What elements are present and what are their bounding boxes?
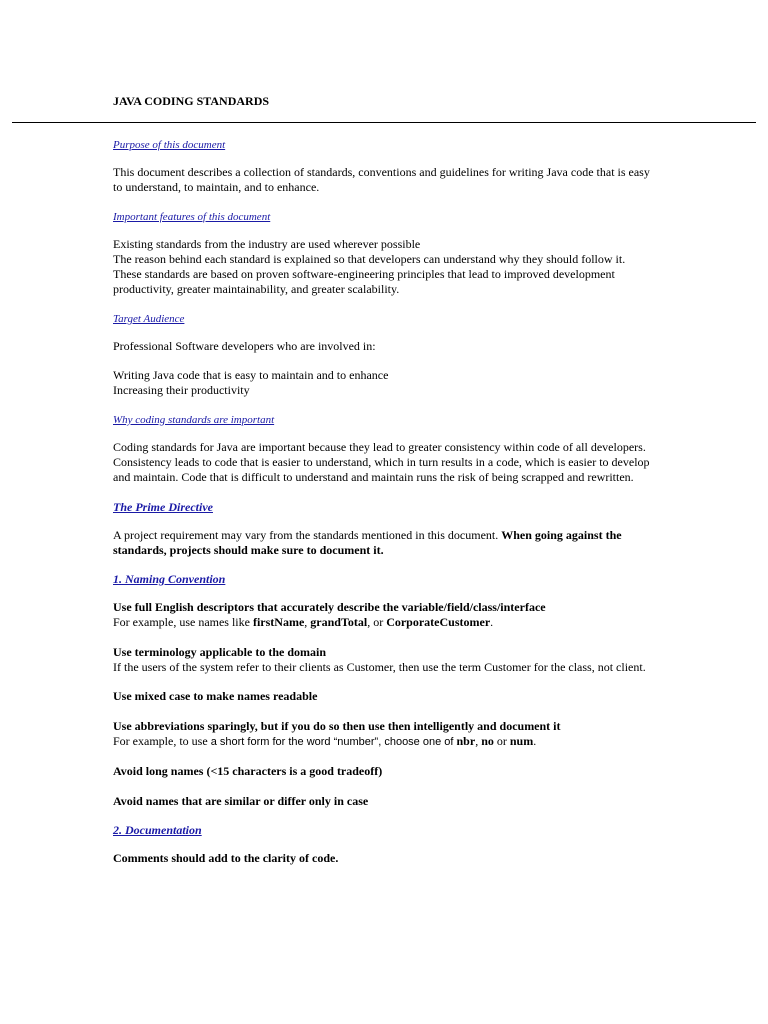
audience-intro: Professional Software developers who are involved in: [113, 338, 376, 353]
document-title: JAVA CODING STANDARDS [113, 94, 270, 108]
abbr-sans-text: a short form for the word “number”, choose one of [207, 735, 457, 748]
naming-rule-1 [113, 600, 658, 631]
prime-text-plain: A project requirement may vary from the standards mentioned in this document. [113, 527, 499, 542]
audience-item-1: Writing Java code that is easy to maintain and to enhance [113, 368, 389, 383]
documentation-rule-1-title: Comments should add to the clarity of code. [113, 850, 339, 865]
heading-why-standards[interactable]: Why coding standards are important [113, 413, 275, 426]
naming-rule-4-title: Use abbreviations sparingly, but if you do so then use then intelligently and document it [113, 718, 561, 733]
naming-rule-1-title: Use full English descriptors that accurately describe the variable/field/class/interface [113, 600, 546, 615]
example-corporatecustomer: CorporateCustomer [386, 615, 491, 630]
title-divider [12, 122, 756, 123]
abbr-separator: , [475, 733, 482, 748]
abbr-prefix: For example, to use [113, 733, 208, 748]
prime-text-bold: When going against the standards, projects should make sure to document it. [113, 527, 622, 557]
heading-purpose[interactable]: Purpose of this document [113, 139, 226, 151]
naming-rule-3 [113, 689, 658, 704]
naming-rule-3-title: Use mixed case to make names readable [113, 689, 318, 704]
purpose-text: This document describes a collection of standards, conventions and guidelines for writing Java code that is easy to understand, to maintain, and to enhance. [113, 165, 650, 195]
audience-item-2: Increasing their productivity [113, 383, 250, 398]
naming-rule-2-text: If the users of the system refer to their clients as Customer, then use the term Customer for the class, not client. [113, 660, 646, 675]
feature-line-1: Existing standards from the industry are used wherever possible [113, 236, 421, 251]
heading-prime-directive[interactable]: The Prime Directive [113, 499, 213, 514]
naming-rule-6 [113, 794, 658, 809]
heading-important-features[interactable]: Important features of this document [113, 210, 271, 223]
naming-rule-5 [113, 764, 658, 779]
document-body [113, 138, 658, 866]
abbr-nbr: nbr [456, 733, 476, 748]
why-text: Coding standards for Java are important because they lead to greater consistency within code of all developers. Consistency leads to code that is easier to understand, which in turn results in a code, which is easier to develop and maintain. Code that is difficult to understand and maintain runs the risk of being scrapped and rewritten. [113, 439, 650, 485]
naming-rule-2-title: Use terminology applicable to the domain [113, 644, 326, 659]
abbr-or: or [493, 733, 510, 748]
feature-line-2: The reason behind each standard is explained so that developers can understand why they should follow it. [113, 251, 626, 266]
example-separator: , [304, 615, 311, 630]
abbr-no: no [481, 733, 494, 748]
feature-line-3: These standards are based on proven software-engineering principles that lead to improved development productivity, greater maintainability, and greater scalability. [113, 267, 615, 297]
example-prefix: For example, use names like [113, 615, 253, 630]
heading-documentation[interactable]: 2. Documentation [113, 822, 202, 837]
abbr-end: . [533, 733, 537, 748]
example-grandtotal: grandTotal [310, 615, 368, 630]
naming-rule-1-example [113, 615, 658, 630]
example-firstname: firstName [252, 615, 305, 630]
naming-rule-4 [113, 719, 658, 751]
heading-naming-convention[interactable]: 1. Naming Convention [113, 572, 226, 587]
naming-rule-5-title: Avoid long names (<15 characters is a good tradeoff) [113, 764, 383, 779]
example-end: . [490, 615, 494, 630]
prime-directive-text [113, 528, 658, 559]
naming-rule-4-example [113, 734, 658, 750]
naming-rule-6-title: Avoid names that are similar or differ only in case [113, 793, 369, 808]
heading-target-audience[interactable]: Target Audience [113, 312, 185, 325]
example-separator: , or [367, 615, 387, 630]
naming-rule-2 [113, 645, 658, 676]
abbr-num: num [509, 733, 534, 748]
